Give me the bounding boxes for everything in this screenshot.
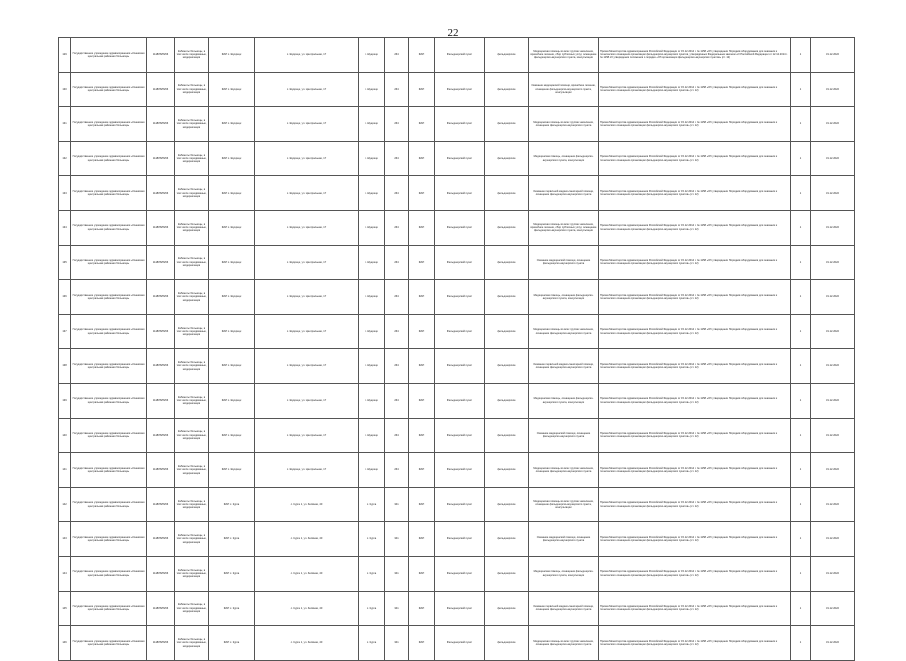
service-description: Оказание медицинской помощи, оснащение фельдшерско-акушерского пункта [529, 245, 599, 280]
object-code: ФАП с. Шуерецк [209, 280, 255, 315]
object-code: ФАП с. Шуерецк [209, 38, 255, 73]
object-type: Кабинеты больницы, в том числе передвижные, модернизация [175, 245, 209, 280]
row-number: 136 [59, 280, 71, 315]
object-type: Кабинеты больницы, в том числе передвижные, модернизация [175, 141, 209, 176]
specialization: фельдшерское [485, 280, 529, 315]
table-row [59, 453, 855, 488]
population-count: 341 [385, 487, 409, 522]
object-code: ФАП с. Шуерецк [209, 141, 255, 176]
facility-form: ФАП [409, 280, 435, 315]
facility-form: ФАП [409, 626, 435, 661]
object-address: с. Шуерецк, ул. Центральная, 17 [255, 176, 359, 211]
deadline-date: 31.12.2022 [811, 556, 855, 591]
facility-profile: Фельдшерский пункт [435, 522, 485, 557]
quantity: 1 [791, 487, 811, 522]
object-type: Кабинеты больницы, в том числе передвижные, модернизация [175, 210, 209, 245]
object-address: с. Курга 1, ул. Зелёная, 40 [255, 487, 359, 522]
facility-form: ФАП [409, 487, 435, 522]
row-number: 141 [59, 453, 71, 488]
object-address: с. Шуерецк, ул. Центральная, 17 [255, 141, 359, 176]
facility-form: ФАП [409, 245, 435, 280]
deadline-date: 31.12.2022 [811, 72, 855, 107]
facility-form: ФАП [409, 591, 435, 626]
table-row [59, 591, 855, 626]
object-code: ФАП с. Курга [209, 487, 255, 522]
service-description: Медицинская помощь во всех группах населения, оснащение фельдшерско-акушерского пункта [529, 626, 599, 661]
table-row [59, 418, 855, 453]
deadline-date: 31.12.2022 [811, 245, 855, 280]
row-number: 146 [59, 626, 71, 661]
table-row [59, 141, 855, 176]
quantity: 1 [791, 453, 811, 488]
deadline-date: 31.12.2022 [811, 591, 855, 626]
facility-form: ФАП [409, 141, 435, 176]
locality: с. Курга [359, 626, 385, 661]
object-type: Кабинеты больницы, в том числе передвижные, модернизация [175, 453, 209, 488]
object-type: Кабинеты больницы, в том числе передвижные, модернизация [175, 383, 209, 418]
specialization: фельдшерское [485, 107, 529, 142]
regulatory-document: Приказ Министерства здравоохранения Российской Федерации от 15.12.2014 г. № 1158 «Об утверждении Порядков оборудования для оказания и технического оснащения организации фельдшерско-акушерских пунктов» (ст. 12) [599, 487, 791, 522]
object-type: Кабинеты больницы, в том числе передвижные, модернизация [175, 72, 209, 107]
population-count: 264 [385, 314, 409, 349]
registration-code: 1118Л6Л6/66 [147, 245, 175, 280]
specialization: фельдшерское [485, 383, 529, 418]
row-number: 142 [59, 487, 71, 522]
registration-code: 1118Л6Л6/66 [147, 487, 175, 522]
population-count: 264 [385, 176, 409, 211]
object-code: ФАП с. Шуерецк [209, 453, 255, 488]
organization-name: Государственное учреждение здравоохранения «Онежская центральная районная больница» [71, 176, 147, 211]
organization-name: Государственное учреждение здравоохранения «Онежская центральная районная больница» [71, 556, 147, 591]
page-number: 22 [447, 27, 459, 39]
regulatory-document: Приказ Министерства здравоохранения Российской Федерации от 15.12.2014 г. № 1158 «Об утверждении Порядков оборудования для оказания и технического оснащения организации фельдшерско-акушерских пунктов» (ст. 12) [599, 210, 791, 245]
quantity: 1 [791, 626, 811, 661]
facility-profile: Фельдшерский пункт [435, 107, 485, 142]
object-type: Кабинеты больницы, в том числе передвижные, модернизация [175, 626, 209, 661]
deadline-date: 31.12.2022 [811, 418, 855, 453]
table-row [59, 245, 855, 280]
specialization: фельдшерское [485, 453, 529, 488]
service-description: Медицинская помощь во всех группах населения, врачебное лечение, сбор публичных услуг, оснащение фельдшерско-акушерского пункта, консультации [529, 38, 599, 73]
facility-form: ФАП [409, 210, 435, 245]
facility-form: ФАП [409, 522, 435, 557]
quantity: 1 [791, 176, 811, 211]
deadline-date: 31.12.2022 [811, 280, 855, 315]
object-type: Кабинеты больницы, в том числе передвижные, модернизация [175, 349, 209, 384]
locality: г. Шуерецк [359, 418, 385, 453]
object-type: Кабинеты больницы, в том числе передвижные, модернизация [175, 591, 209, 626]
organization-name: Государственное учреждение здравоохранения «Онежская центральная районная больница» [71, 418, 147, 453]
population-count: 341 [385, 591, 409, 626]
regulatory-document: Приказ Министерства здравоохранения Российской Федерации от 15.12.2014 г. № 1158 «Об утверждении Порядков оборудования для оказания и технического оснащения организации фельдшерско-акушерских пунктов» (ст. 12) [599, 383, 791, 418]
specialization: фельдшерское [485, 349, 529, 384]
specialization: фельдшерское [485, 176, 529, 211]
quantity: 1 [791, 107, 811, 142]
row-number: 135 [59, 245, 71, 280]
locality: г. Шуерецк [359, 453, 385, 488]
row-number: 138 [59, 349, 71, 384]
specialization: фельдшерское [485, 556, 529, 591]
locality: г. Шуерецк [359, 245, 385, 280]
service-description: Оказание первичной медико-санитарной помощи, оснащение фельдшерско-акушерского пункта [529, 591, 599, 626]
facility-profile: Фельдшерский пункт [435, 556, 485, 591]
object-code: ФАП с. Курга [209, 556, 255, 591]
service-description: Оказание медицинской помощи, оснащение фельдшерско-акушерского пункта [529, 522, 599, 557]
object-code: ФАП с. Шуерецк [209, 210, 255, 245]
table-row [59, 176, 855, 211]
organization-name: Государственное учреждение здравоохранения «Онежская центральная районная больница» [71, 626, 147, 661]
row-number: 131 [59, 107, 71, 142]
organization-name: Государственное учреждение здравоохранения «Онежская центральная районная больница» [71, 280, 147, 315]
deadline-date: 31.12.2022 [811, 210, 855, 245]
table-row [59, 349, 855, 384]
service-description: Оказание первичной медико-санитарной помощи, оснащение фельдшерско-акушерского пункта [529, 176, 599, 211]
row-number: 132 [59, 141, 71, 176]
regulatory-document: Приказ Министерства здравоохранения Российской Федерации от 15.12.2014 г. № 1158 «Об утверждении Порядков оборудования для оказания и технического оснащения организации фельдшерско-акушерских пунктов» (ст. 12) [599, 418, 791, 453]
object-address: с. Шуерецк, ул. Центральная, 17 [255, 245, 359, 280]
specialization: фельдшерское [485, 72, 529, 107]
deadline-date: 31.12.2022 [811, 522, 855, 557]
specialization: фельдшерское [485, 487, 529, 522]
table-row [59, 72, 855, 107]
registration-code: 1118Л6Л6/66 [147, 522, 175, 557]
registration-code: 1118Л6Л6/66 [147, 280, 175, 315]
deadline-date: 31.12.2022 [811, 626, 855, 661]
object-address: с. Шуерецк, ул. Центральная, 17 [255, 107, 359, 142]
facility-form: ФАП [409, 72, 435, 107]
object-address: с. Шуерецк, ул. Центральная, 17 [255, 280, 359, 315]
row-number: 129 [59, 38, 71, 73]
specialization: фельдшерское [485, 591, 529, 626]
deadline-date: 31.12.2022 [811, 141, 855, 176]
service-description: Медицинская помощь, оснащение фельдшерско-акушерского пункта, консультации [529, 141, 599, 176]
registration-code: 1118Л6Л6/66 [147, 107, 175, 142]
population-count: 341 [385, 556, 409, 591]
locality: г. Шуерецк [359, 38, 385, 73]
deadline-date: 31.12.2022 [811, 107, 855, 142]
population-count: 264 [385, 418, 409, 453]
locality: с. Курга [359, 487, 385, 522]
table-row [59, 522, 855, 557]
regulatory-document: Приказ Министерства здравоохранения Российской Федерации от 15.12.2014 г. № 1158 «Об утверждении Порядков оборудования для оказания и технического оснащения организации фельдшерско-акушерских пунктов» (ст. 12) [599, 522, 791, 557]
facility-profile: Фельдшерский пункт [435, 453, 485, 488]
population-count: 264 [385, 245, 409, 280]
population-count: 264 [385, 280, 409, 315]
deadline-date: 31.12.2022 [811, 453, 855, 488]
quantity: 1 [791, 591, 811, 626]
registration-code: 1118Л6Л6/66 [147, 453, 175, 488]
registry-table [58, 37, 855, 661]
registration-code: 1118Л6Л6/66 [147, 626, 175, 661]
facility-form: ФАП [409, 349, 435, 384]
object-type: Кабинеты больницы, в том числе передвижные, модернизация [175, 556, 209, 591]
regulatory-document: Приказ Министерства здравоохранения Российской Федерации от 15.12.2014 г. № 1158 «Об утверждении Порядков оборудования для оказания и технического оснащения организации фельдшерско-акушерских пунктов» (ст. 12) [599, 453, 791, 488]
deadline-date: 31.12.2022 [811, 383, 855, 418]
regulatory-document: Приказ Министерства здравоохранения Российской Федерации от 15.12.2014 г. № 1158 «Об утверждении Порядков оборудования для оказания и технического оснащения организации фельдшерско-акушерских пунктов» (ст. 12) [599, 141, 791, 176]
registration-code: 1118Л6Л6/66 [147, 38, 175, 73]
facility-form: ФАП [409, 453, 435, 488]
facility-profile: Фельдшерский пункт [435, 383, 485, 418]
organization-name: Государственное учреждение здравоохранения «Онежская центральная районная больница» [71, 245, 147, 280]
facility-form: ФАП [409, 556, 435, 591]
table-row [59, 487, 855, 522]
object-code: ФАП с. Шуерецк [209, 383, 255, 418]
object-address: с. Курга 1, ул. Зелёная, 40 [255, 591, 359, 626]
regulatory-document: Приказ Министерства здравоохранения Российской Федерации от 15.12.2014 г. № 1158 «Об утверждении Порядков оборудования для оказания и технического оснащения организации фельдшерско-акушерских пунктов, утверждённых Федеральным законом «О Российской Федерации от 12.12.2014 г. № 1158 об утверждении положения о порядке «Об организации фельдшерско-акушерских пунктов» (ст. 12) [599, 38, 791, 73]
facility-profile: Фельдшерский пункт [435, 245, 485, 280]
quantity: 1 [791, 72, 811, 107]
object-code: ФАП с. Курга [209, 591, 255, 626]
organization-name: Государственное учреждение здравоохранения «Онежская центральная районная больница» [71, 141, 147, 176]
regulatory-document: Приказ Министерства здравоохранения Российской Федерации от 15.12.2014 г. № 1158 «Об утверждении Порядков оборудования для оказания и технического оснащения организации фельдшерско-акушерских пунктов» (ст. 12) [599, 280, 791, 315]
table-row [59, 556, 855, 591]
specialization: фельдшерское [485, 418, 529, 453]
regulatory-document: Приказ Министерства здравоохранения Российской Федерации от 15.12.2014 г. № 1158 «Об утверждении Порядков оборудования для оказания и технического оснащения организации фельдшерско-акушерских пунктов» (ст. 12) [599, 591, 791, 626]
population-count: 264 [385, 383, 409, 418]
specialization: фельдшерское [485, 210, 529, 245]
population-count: 264 [385, 107, 409, 142]
organization-name: Государственное учреждение здравоохранения «Онежская центральная районная больница» [71, 38, 147, 73]
service-description: Оказание медицинской помощи, оснащение фельдшерско-акушерского пункта [529, 418, 599, 453]
facility-form: ФАП [409, 418, 435, 453]
organization-name: Государственное учреждение здравоохранения «Онежская центральная районная больница» [71, 591, 147, 626]
population-count: 264 [385, 453, 409, 488]
organization-name: Государственное учреждение здравоохранения «Онежская центральная районная больница» [71, 72, 147, 107]
locality: с. Курга [359, 556, 385, 591]
locality: г. Шуерецк [359, 107, 385, 142]
regulatory-document: Приказ Министерства здравоохранения Российской Федерации от 15.12.2014 г. № 1158 «Об утверждении Порядков оборудования для оказания и технического оснащения организации фельдшерско-акушерских пунктов» (ст. 12) [599, 314, 791, 349]
object-type: Кабинеты больницы, в том числе передвижные, модернизация [175, 487, 209, 522]
object-type: Кабинеты больницы, в том числе передвижные, модернизация [175, 314, 209, 349]
facility-profile: Фельдшерский пункт [435, 487, 485, 522]
service-description: Медицинская помощь, оснащение фельдшерско-акушерского пункта, консультации [529, 383, 599, 418]
organization-name: Государственное учреждение здравоохранения «Онежская центральная районная больница» [71, 107, 147, 142]
organization-name: Государственное учреждение здравоохранения «Онежская центральная районная больница» [71, 522, 147, 557]
locality: г. Шуерецк [359, 280, 385, 315]
object-address: с. Шуерецк, ул. Центральная, 17 [255, 453, 359, 488]
population-count: 264 [385, 349, 409, 384]
specialization: фельдшерское [485, 245, 529, 280]
facility-profile: Фельдшерский пункт [435, 210, 485, 245]
object-code: ФАП с. Шуерецк [209, 72, 255, 107]
object-type: Кабинеты больницы, в том числе передвижные, модернизация [175, 38, 209, 73]
service-description: Медицинская помощь во всех группах населения, оснащение фельдшерско-акушерского пункта [529, 453, 599, 488]
object-address: с. Курга 1, ул. Зелёная, 40 [255, 556, 359, 591]
deadline-date: 31.12.2022 [811, 176, 855, 211]
object-address: с. Шуерецк, ул. Центральная, 17 [255, 383, 359, 418]
quantity: 1 [791, 38, 811, 73]
object-address: с. Шуерецк, ул. Центральная, 17 [255, 314, 359, 349]
regulatory-document: Приказ Министерства здравоохранения Российской Федерации от 15.12.2014 г. № 1158 «Об утверждении Порядков оборудования для оказания и технического оснащения организации фельдшерско-акушерских пунктов» (ст. 12) [599, 245, 791, 280]
regulatory-document: Приказ Министерства здравоохранения Российской Федерации от 15.12.2014 г. № 1158 «Об утверждении Порядков оборудования для оказания и технического оснащения организации фельдшерско-акушерских пунктов» (ст. 12) [599, 72, 791, 107]
quantity: 1 [791, 314, 811, 349]
population-count: 341 [385, 522, 409, 557]
object-code: ФАП с. Курга [209, 626, 255, 661]
quantity: 1 [791, 418, 811, 453]
row-number: 133 [59, 176, 71, 211]
row-number: 137 [59, 314, 71, 349]
row-number: 140 [59, 418, 71, 453]
facility-profile: Фельдшерский пункт [435, 38, 485, 73]
organization-name: Государственное учреждение здравоохранения «Онежская центральная районная больница» [71, 349, 147, 384]
locality: с. Курга [359, 591, 385, 626]
facility-form: ФАП [409, 38, 435, 73]
facility-form: ФАП [409, 314, 435, 349]
object-type: Кабинеты больницы, в том числе передвижные, модернизация [175, 280, 209, 315]
service-description: Оказание медицинской помощи, врачебное лечение, оснащение фельдшерско-акушерского пункта, консультации [529, 72, 599, 107]
facility-profile: Фельдшерский пункт [435, 591, 485, 626]
registration-code: 1118Л6Л6/66 [147, 314, 175, 349]
object-code: ФАП с. Шуерецк [209, 349, 255, 384]
object-type: Кабинеты больницы, в том числе передвижные, модернизация [175, 176, 209, 211]
service-description: Медицинская помощь во всех группах населения, оснащение фельдшерско-акушерского пункта, консультации [529, 487, 599, 522]
specialization: фельдшерское [485, 38, 529, 73]
object-code: ФАП с. Шуерецк [209, 107, 255, 142]
row-number: 143 [59, 522, 71, 557]
service-description: Медицинская помощь во всех группах населения, врачебное лечение, сбор публичных услуг, оснащение фельдшерско-акушерского пункта, консультации [529, 210, 599, 245]
registration-code: 1118Л6Л6/66 [147, 556, 175, 591]
deadline-date: 31.12.2022 [811, 314, 855, 349]
service-description: Медицинская помощь, оснащение фельдшерско-акушерского пункта, консультации [529, 556, 599, 591]
quantity: 1 [791, 245, 811, 280]
registration-code: 1118Л6Л6/66 [147, 383, 175, 418]
quantity: 1 [791, 210, 811, 245]
object-address: с. Шуерецк, ул. Центральная, 17 [255, 38, 359, 73]
locality: г. Шуерецк [359, 314, 385, 349]
locality: г. Шуерецк [359, 210, 385, 245]
regulatory-document: Приказ Министерства здравоохранения Российской Федерации от 15.12.2014 г. № 1158 «Об утверждении Порядков оборудования для оказания и технического оснащения организации фельдшерско-акушерских пунктов» (ст. 12) [599, 176, 791, 211]
object-address: с. Шуерецк, ул. Центральная, 17 [255, 418, 359, 453]
facility-profile: Фельдшерский пункт [435, 72, 485, 107]
object-code: ФАП с. Шуерецк [209, 418, 255, 453]
locality: г. Шуерецк [359, 141, 385, 176]
regulatory-document: Приказ Министерства здравоохранения Российской Федерации от 15.12.2014 г. № 1158 «Об утверждении Порядков оборудования для оказания и технического оснащения организации фельдшерско-акушерских пунктов» (ст. 12) [599, 107, 791, 142]
row-number: 139 [59, 383, 71, 418]
object-type: Кабинеты больницы, в том числе передвижные, модернизация [175, 418, 209, 453]
facility-profile: Фельдшерский пункт [435, 176, 485, 211]
registration-code: 1118Л6Л6/66 [147, 418, 175, 453]
object-type: Кабинеты больницы, в том числе передвижные, модернизация [175, 107, 209, 142]
quantity: 1 [791, 556, 811, 591]
organization-name: Государственное учреждение здравоохранения «Онежская центральная районная больница» [71, 487, 147, 522]
registration-code: 1118Л6Л6/66 [147, 141, 175, 176]
object-address: с. Шуерецк, ул. Центральная, 17 [255, 210, 359, 245]
table-row [59, 280, 855, 315]
service-description: Медицинская помощь, оснащение фельдшерско-акушерского пункта, консультации [529, 280, 599, 315]
regulatory-document: Приказ Министерства здравоохранения Российской Федерации от 15.12.2014 г. № 1158 «Об утверждении Порядков оборудования для оказания и технического оснащения организации фельдшерско-акушерских пунктов» (ст. 12) [599, 556, 791, 591]
locality: г. Шуерецк [359, 72, 385, 107]
facility-profile: Фельдшерский пункт [435, 280, 485, 315]
organization-name: Государственное учреждение здравоохранения «Онежская центральная районная больница» [71, 453, 147, 488]
registration-code: 1118Л6Л6/66 [147, 349, 175, 384]
population-count: 264 [385, 72, 409, 107]
quantity: 1 [791, 349, 811, 384]
population-count: 264 [385, 141, 409, 176]
quantity: 1 [791, 522, 811, 557]
row-number: 130 [59, 72, 71, 107]
object-code: ФАП с. Шуерецк [209, 245, 255, 280]
quantity: 1 [791, 280, 811, 315]
deadline-date: 31.12.2022 [811, 349, 855, 384]
object-address: с. Курга 1, ул. Зелёная, 40 [255, 522, 359, 557]
organization-name: Государственное учреждение здравоохранения «Онежская центральная районная больница» [71, 383, 147, 418]
table-row [59, 626, 855, 661]
population-count: 341 [385, 626, 409, 661]
quantity: 1 [791, 383, 811, 418]
registration-code: 1118Л6Л6/66 [147, 72, 175, 107]
object-code: ФАП с. Курга [209, 522, 255, 557]
organization-name: Государственное учреждение здравоохранения «Онежская центральная районная больница» [71, 314, 147, 349]
regulatory-document: Приказ Министерства здравоохранения Российской Федерации от 15.12.2014 г. № 1158 «Об утверждении Порядков оборудования для оказания и технического оснащения организации фельдшерско-акушерских пунктов» (ст. 12) [599, 626, 791, 661]
locality: г. Шуерецк [359, 383, 385, 418]
table-row [59, 314, 855, 349]
object-type: Кабинеты больницы, в том числе передвижные, модернизация [175, 522, 209, 557]
object-code: ФАП с. Шуерецк [209, 176, 255, 211]
facility-form: ФАП [409, 383, 435, 418]
facility-profile: Фельдшерский пункт [435, 141, 485, 176]
locality: г. Шуерецк [359, 349, 385, 384]
table-row [59, 383, 855, 418]
table-row [59, 38, 855, 73]
registration-code: 1118Л6Л6/66 [147, 591, 175, 626]
object-address: с. Шуерецк, ул. Центральная, 17 [255, 72, 359, 107]
deadline-date: 31.12.2022 [811, 487, 855, 522]
row-number: 144 [59, 556, 71, 591]
registration-code: 1118Л6Л6/66 [147, 176, 175, 211]
deadline-date: 31.12.2022 [811, 38, 855, 73]
table-row [59, 107, 855, 142]
facility-profile: Фельдшерский пункт [435, 349, 485, 384]
locality: с. Курга [359, 522, 385, 557]
quantity: 1 [791, 141, 811, 176]
specialization: фельдшерское [485, 522, 529, 557]
organization-name: Государственное учреждение здравоохранения «Онежская центральная районная больница» [71, 210, 147, 245]
facility-profile: Фельдшерский пункт [435, 626, 485, 661]
facility-form: ФАП [409, 176, 435, 211]
population-count: 264 [385, 38, 409, 73]
regulatory-document: Приказ Министерства здравоохранения Российской Федерации от 15.12.2014 г. № 1158 «Об утверждении Порядков оборудования для оказания и технического оснащения организации фельдшерско-акушерских пунктов» (ст. 12) [599, 349, 791, 384]
object-code: ФАП с. Шуерецк [209, 314, 255, 349]
registration-code: 1118Л6Л6/66 [147, 210, 175, 245]
service-description: Медицинская помощь во всех группах населения, оснащение фельдшерско-акушерского пункта [529, 314, 599, 349]
specialization: фельдшерское [485, 141, 529, 176]
row-number: 145 [59, 591, 71, 626]
locality: г. Шуерецк [359, 176, 385, 211]
specialization: фельдшерское [485, 314, 529, 349]
service-description: Оказание первичной медико-санитарной помощи, оснащение фельдшерско-акушерского пункта [529, 349, 599, 384]
population-count: 264 [385, 210, 409, 245]
specialization: фельдшерское [485, 626, 529, 661]
row-number: 134 [59, 210, 71, 245]
service-description: Медицинская помощь во всех группах населения, оснащение фельдшерско-акушерского пункта [529, 107, 599, 142]
facility-profile: Фельдшерский пункт [435, 418, 485, 453]
object-address: с. Шуерецк, ул. Центральная, 17 [255, 349, 359, 384]
facility-form: ФАП [409, 107, 435, 142]
table-row [59, 210, 855, 245]
object-address: с. Курга 1, ул. Зелёная, 40 [255, 626, 359, 661]
facility-profile: Фельдшерский пункт [435, 314, 485, 349]
